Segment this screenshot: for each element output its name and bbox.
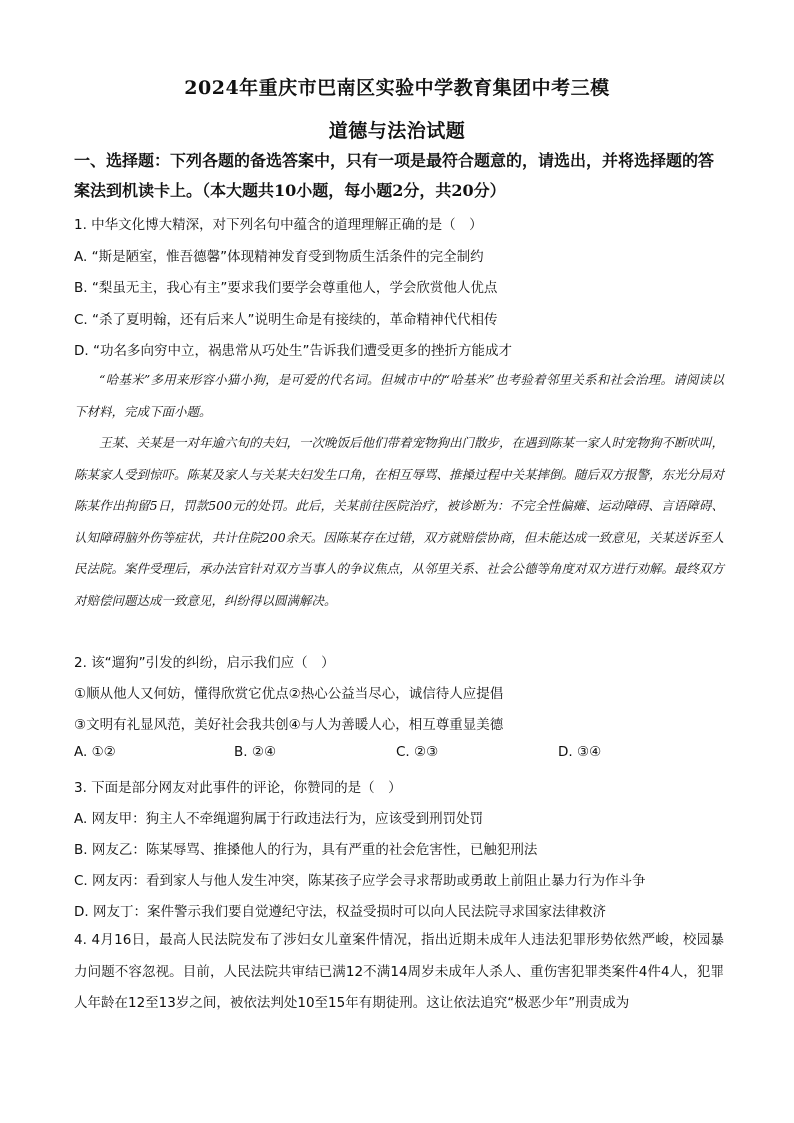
material-case: 王某、关某是一对年逾六旬的夫妇，一次晚饭后他们带着宠物狗出门散步，在遇到陈某一家人时宠物狗不断吠叫，陈某家人受到惊吓。陈某及家人与关某夫妇发生口角，在相互辱骂、推搡过程中关某摔倒。随后双方报警，东光分局对陈某作出拘留5日，罚款500元的处罚。此后，关某前往医院治疗，被诊断为：不完全性偏瘫、运动障碍、言语障碍、认知障碍脑外伤等症状，共计住院200余天。因陈某存在过错，双方就赔偿协商，但未能达成一致意见，关某送诉至人民法院。案件受理后，承办法官针对双方当事人的争议焦点，从邻里关系、社会公德等角度对双方进行劝解。最终双方对赔偿问题达成一致意见，纠纷得以圆满解决。 [74,435,725,608]
q3-option-c: C. 网友丙：看到家人与他人发生冲突，陈某孩子应学会寻求帮助或勇敢上前阻止暴力行为作斗争 [74,873,646,889]
q2-statements-2: ③文明有礼显风范，美好社会我共创④与人为善暖人心，相互尊重显美德 [74,717,504,733]
q1-option-c: C. “杀了夏明翰，还有后来人”说明生命是有接续的，革命精神代代相传 [74,312,498,328]
q1-option-d: D. “功名多向穷中立，祸患常从巧处生”告诉我们遭受更多的挫折方能成才 [74,343,512,359]
material-intro: “哈基米”多用来形容小猫小狗，是可爱的代名词。但城市中的“哈基米”也考验着邻里关系和社会治理。请阅读以下材料，完成下面小题。 [74,372,724,419]
section-heading: 一、选择题：下列各题的备选答案中，只有一项是最符合题意的，请选出，并将选择题的答案法到机读卡上。（本大题共10小题，每小题2分，共20分） [74,151,715,200]
q3-option-a: A. 网友甲：狗主人不牵绳遛狗属于行政违法行为，应该受到刑罚处罚 [74,811,484,827]
q1-option-a: A. “斯是陋室，惟吾德馨”体现精神发育受到物质生活条件的完全制约 [74,249,484,265]
exam-subtitle: 道德与法治试题 [328,120,466,142]
q3-option-b: B. 网友乙：陈某辱骂、推搡他人的行为，具有严重的社会危害性，已触犯刑法 [74,842,538,858]
exam-title: 2024年重庆市巴南区实验中学教育集团中考三模 [184,77,610,99]
q3-option-d: D. 网友丁：案件警示我们要自觉遵纪守法，权益受损时可以向人民法院寻求国家法律救济 [74,904,606,920]
reading-material [74,364,724,616]
q1-option-b: B. “梨虽无主，我心有主”要求我们要学会尊重他人，学会欣赏他人优点 [74,280,498,296]
q2-option-d: D. ③④ [558,744,602,760]
q2-stem: 2. 该“遛狗”引发的纠纷，启示我们应（ ） [74,655,335,671]
q2-option-c: C. ②③ [396,744,439,760]
q4-text: 4. 4月16日，最高人民法院发布了涉妇女儿童案件情况，指出近期未成年人违法犯罪形势依然严峻，校园暴力问题不容忽视。目前，人民法院共审结已满12不满14周岁未成年人杀人、重伤害犯罪类案件4件4人，犯罪人年龄在12至13岁之间，被依法判处10至15年有期徒刑。这让依法追究“极恶少年”刑责成为 [74,932,724,1011]
q2-option-b: B. ②④ [234,744,277,760]
q2-option-a: A. ①② [74,744,116,760]
q1-stem: 1. 中华文化博大精深，对下列名句中蕴含的道理理解正确的是（ ） [74,217,483,233]
q2-options [74,744,724,764]
q3-stem: 3. 下面是部分网友对此事件的评论，你赞同的是（ ） [74,780,402,796]
q2-statements-1: ①顺从他人又何妨，懂得欣赏它优点②热心公益当尽心，诚信待人应提倡 [74,686,504,702]
